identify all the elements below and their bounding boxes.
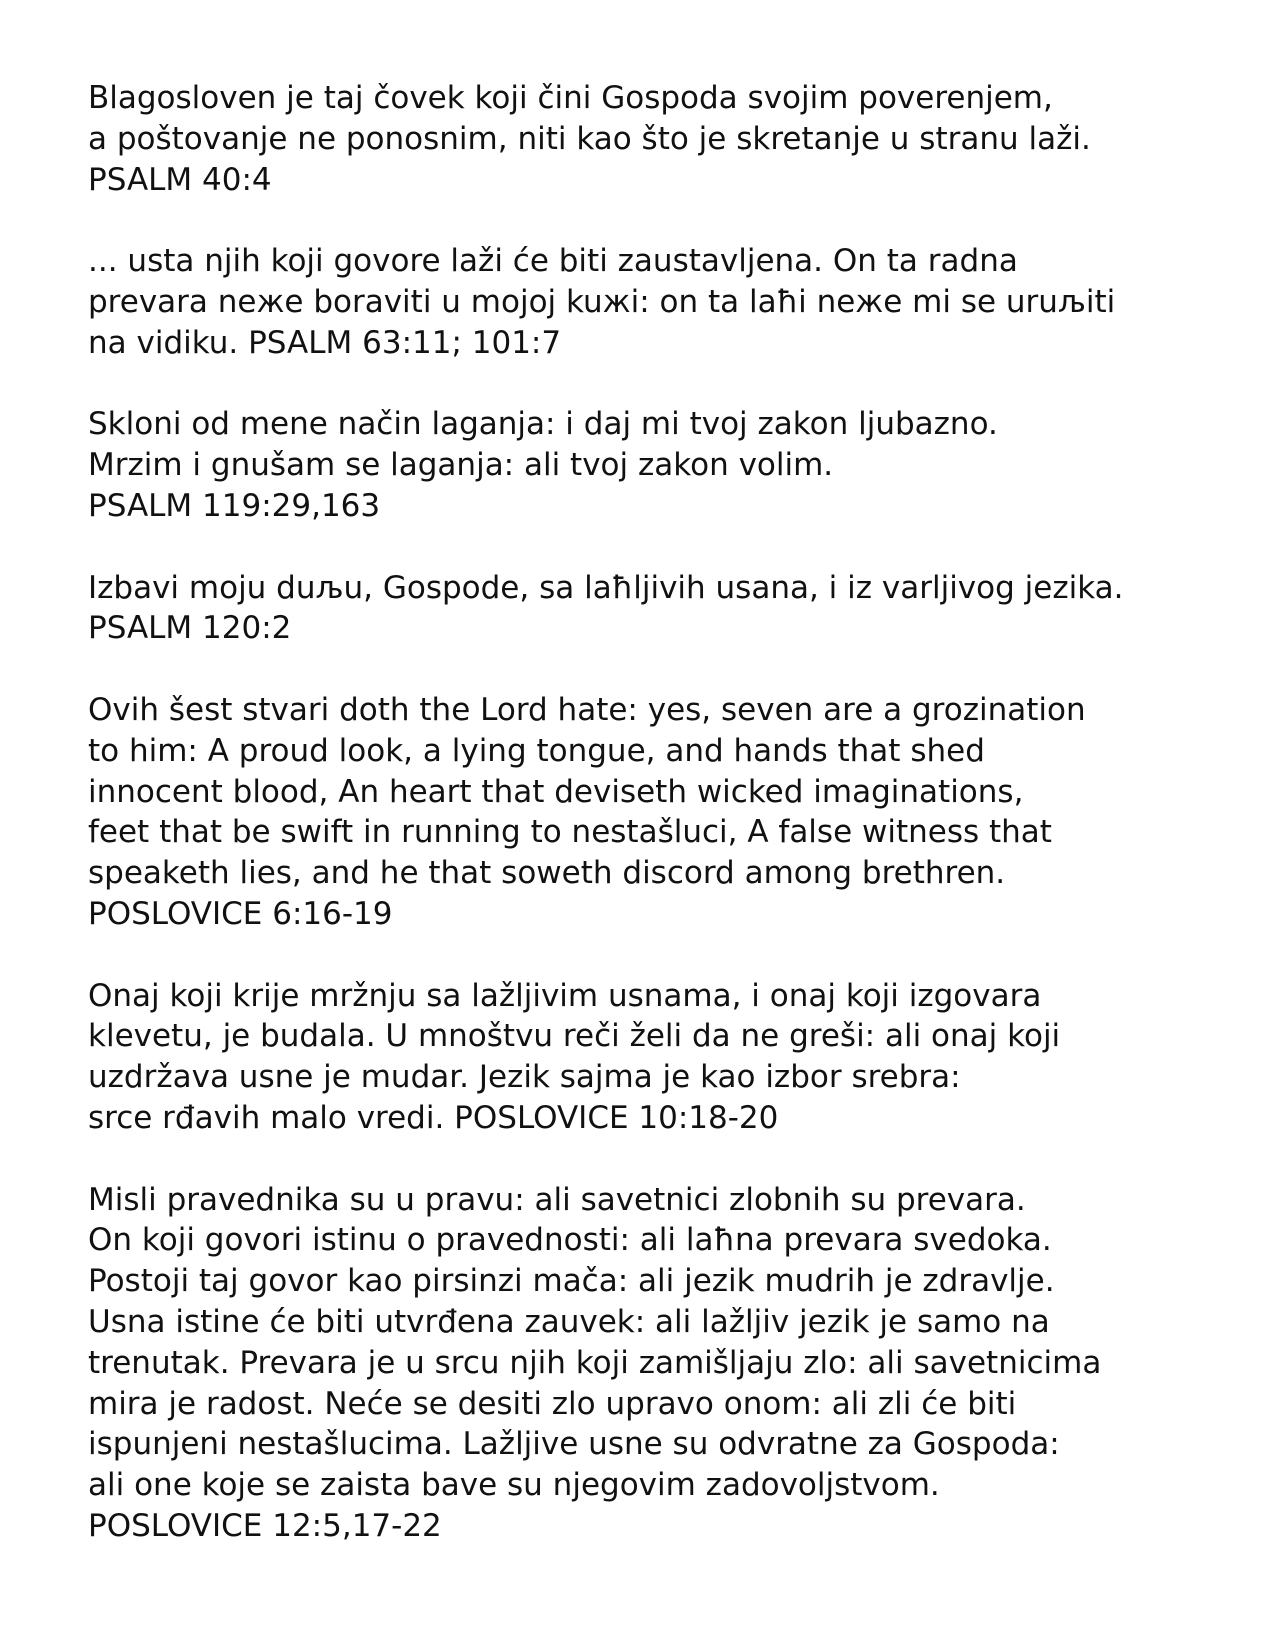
verse-reference: POSLOVICE 6:16-19 [88, 895, 393, 932]
passage-text-line: innocent blood, An heart that deviseth wicked imaginations, [88, 773, 1024, 810]
passage-text-line: Mrzim i gnušam se laganja: ali tvoj zakon volim. [88, 447, 834, 484]
passage-text-line: Usna istine će biti utvrđena zauvek: ali lažljiv jezik je samo na [88, 1303, 1050, 1340]
passage-text-line: uzdržava usne je mudar. Jezik sajma je kao izbor srebra: [88, 1059, 961, 1096]
verse-reference: POSLOVICE 12:5,17-22 [88, 1507, 442, 1544]
passage-text-line: speaketh lies, and he that soweth discord among brethren. [88, 855, 1006, 892]
passage-text-line: ispunjeni nestašlucima. Lažljive usne su odvratne za Gospoda: [88, 1426, 1060, 1463]
passage-psalm-40 [88, 78, 1268, 200]
passage-text-line: na vidiku. PSALM 63:11; 101:7 [88, 324, 562, 361]
passage-text-line: ali one koje se zaista bave su njegovim zadovoljstvom. [88, 1467, 940, 1504]
passage-text-line: Misli pravednika su u pravu: ali savetnici zlobnih su prevara. [88, 1181, 1026, 1218]
verse-reference: PSALM 119:29,163 [88, 487, 381, 524]
passage-text-line: Blagosloven je taj čovek koji čini Gospoda svojim poverenjem, [88, 80, 1053, 116]
passage-text-line: a poštovanje ne ponosnim, niti kao što je skretanje u stranu laži. [88, 120, 1091, 157]
verse-reference: PSALM 120:2 [88, 610, 292, 647]
passage-text-line: prevara neже boraviti u mojoj kuжi: on ta laħi neже mi se uruљiti [88, 283, 1116, 320]
passage-text-line: Postoji taj govor kao pirsinzi mača: ali jezik mudrih je zdravlje. [88, 1263, 1055, 1300]
passage-text-line: Izbavi moju duљu, Gospode, sa laħljivih usana, i iz varljivog jezika. [88, 569, 1124, 606]
passage-text-line: Ovih šest stvari doth the Lord hate: yes, seven are a grozination [88, 691, 1086, 728]
passage-poslovice-10 [88, 976, 1268, 1139]
passage-psalm-63-101 [88, 241, 1268, 363]
passage-text-line: Onaj koji krije mržnju sa lažljivim usnama, i onaj koji izgovara [88, 977, 1042, 1014]
passage-text-line: feet that be swift in running to nestašluci, A false witness that [88, 814, 1052, 851]
passage-text-line: klevetu, je budala. U mnoštvu reči želi da ne greši: ali onaj koji [88, 1018, 1061, 1055]
passage-poslovice-12 [88, 1180, 1268, 1547]
passage-psalm-120 [88, 568, 1268, 650]
verse-reference: PSALM 40:4 [88, 161, 272, 198]
document-page [88, 78, 1268, 1587]
passage-text-line: ... usta njih koji govore laži će biti zaustavljena. On ta radna [88, 243, 1018, 280]
passage-text-line: On koji govori istinu o pravednosti: ali laħna prevara svedoka. [88, 1222, 1052, 1259]
passage-poslovice-6 [88, 690, 1268, 935]
passage-text-line: to him: A proud look, a lying tongue, and hands that shed [88, 732, 985, 769]
passage-psalm-119 [88, 404, 1268, 526]
passage-text-line: Skloni od mene način laganja: i daj mi tvoj zakon ljubazno. [88, 406, 998, 443]
passage-text-line: mira je radost. Neće se desiti zlo upravo onom: ali zli će biti [88, 1385, 1017, 1422]
passage-text-line: trenutak. Prevara je u srcu njih koji zamišljaju zlo: ali savetnicima [88, 1344, 1102, 1381]
passage-text-line: srce rđavih malo vredi. POSLOVICE 10:18-20 [88, 1099, 779, 1136]
